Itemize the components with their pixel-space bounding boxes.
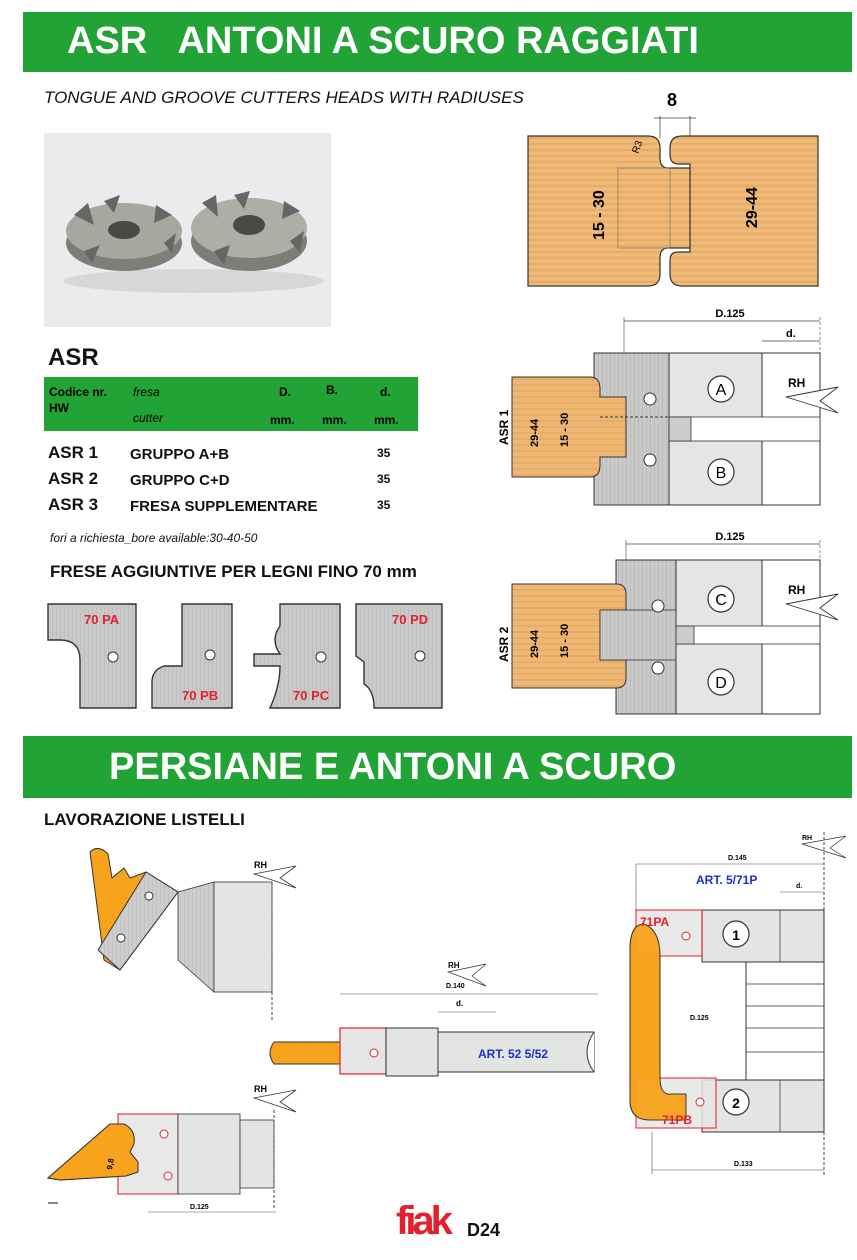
label-71pa: 71PA: [640, 915, 670, 929]
dim-d133: D.133: [734, 1161, 753, 1168]
asr1-d: d.: [786, 328, 796, 340]
slat-drawing-center: [270, 961, 598, 1076]
header-mm-2: mm.: [322, 413, 347, 427]
knife-70pb: [152, 604, 232, 708]
dim-8: 8: [666, 90, 678, 110]
row-desc: GRUPPO C+D: [130, 472, 230, 489]
knife-b-label: B: [715, 465, 727, 482]
asr2-drawing: [490, 528, 850, 718]
slat-drawing-bottomleft: [48, 1084, 296, 1212]
header-mm-3: mm.: [374, 413, 399, 427]
row-desc: GRUPPO A+B: [130, 446, 230, 463]
row-desc: FRESA SUPPLEMENTARE: [130, 498, 318, 515]
row-code: ASR 1: [48, 443, 99, 462]
knife-a-label: A: [715, 382, 727, 399]
table-row: [48, 495, 418, 519]
dim-d-center: d.: [456, 999, 464, 1008]
banner-title: ASR ANTONI A SCURO RAGGIATI: [67, 20, 699, 62]
asr2-dim-a: 29-44: [529, 629, 541, 658]
knife-70pd: [356, 604, 442, 708]
row-d: 35: [377, 446, 391, 460]
circle-2-label: 2: [732, 1095, 740, 1111]
header-fresa: fresa: [133, 385, 160, 399]
asr1-side-label: ASR 1: [497, 409, 511, 445]
dim-15-30: 15 - 30: [591, 190, 608, 240]
tongue-groove-profile: [500, 88, 845, 298]
rh-label-4: RH: [802, 835, 813, 842]
asr2-diameter: D.125: [715, 531, 745, 543]
header-cutter: cutter: [133, 411, 164, 425]
knife-c-label: C: [715, 592, 727, 609]
row-d: 35: [377, 472, 391, 486]
slat-drawing-topleft: [90, 848, 296, 1020]
dim-29-44: 29-44: [744, 187, 761, 228]
additional-knives: [44, 600, 449, 715]
dim-d140: D.140: [446, 983, 465, 990]
page-number: D24: [467, 1220, 501, 1240]
asr-heading: ASR: [48, 344, 99, 371]
dim-r3: R3: [630, 139, 646, 156]
label-71pb: 71PB: [662, 1113, 693, 1127]
bore-note: fori a richiesta_bore available:30-40-50: [50, 531, 258, 545]
row-code: ASR 2: [48, 469, 99, 488]
asr1-drawing: [490, 305, 850, 510]
header-dd: d.: [380, 385, 391, 399]
art-52-label: ART. 52 5/52: [478, 1047, 549, 1061]
asr1-dim-b: 15 - 30: [559, 412, 571, 447]
dim-d125-bottom: D.125: [190, 1204, 209, 1211]
knife-d-label: D: [715, 675, 727, 692]
header-hw: HW: [49, 401, 69, 415]
knife-label: 70 PC: [293, 688, 330, 703]
header-code: Codice nr.: [49, 385, 108, 399]
lavorazione-heading: LAVORAZIONE LISTELLI: [44, 810, 245, 829]
fiak-logo: [396, 1192, 466, 1240]
knife-label: 70 PD: [392, 612, 429, 627]
dim-d125-right: D.125: [690, 1015, 709, 1022]
asr2-rh: RH: [788, 583, 806, 597]
asr1-dim-a: 29-44: [529, 418, 541, 447]
row-code: ASR 3: [48, 495, 99, 514]
dim-9-8: 9,8: [105, 1157, 116, 1171]
art-5-71p-label: ART. 5/71P: [696, 873, 758, 887]
banner2-title: PERSIANE E ANTONI A SCURO: [109, 746, 677, 788]
slat-drawings: [0, 820, 857, 1220]
table-row: [48, 469, 418, 493]
table-row: [48, 443, 418, 467]
table-header: [44, 377, 418, 431]
row-d: 35: [377, 498, 391, 512]
asr2-side-label: ASR 2: [497, 626, 511, 662]
asr1-diameter: D.125: [715, 308, 745, 320]
logo-text: fiak: [396, 1199, 449, 1240]
logo-graphic: [396, 1192, 466, 1240]
header-b: B.: [326, 383, 338, 397]
knife-label: 70 PB: [182, 688, 219, 703]
knife-label: 70 PA: [84, 612, 120, 627]
product-photo: [44, 133, 331, 327]
rh-label-3: RH: [254, 1084, 267, 1094]
subtitle: TONGUE AND GROOVE CUTTERS HEADS WITH RADIUSES: [44, 88, 524, 107]
dim-d145: D.145: [728, 855, 747, 862]
top-banner: [23, 12, 852, 72]
rh-label-2: RH: [448, 961, 460, 970]
header-d: D.: [279, 385, 291, 399]
asr1-rh: RH: [788, 376, 806, 390]
header-mm-1: mm.: [270, 413, 295, 427]
dim-d-right: d.: [796, 883, 803, 890]
rh-label-1: RH: [254, 860, 267, 870]
second-banner: [23, 736, 852, 798]
knife-70pc: [254, 604, 340, 708]
slat-drawing-right: [630, 832, 846, 1176]
knife-70pa: [48, 604, 136, 708]
frese-heading: FRESE AGGIUNTIVE PER LEGNI FINO 70 mm: [50, 562, 417, 581]
asr2-dim-b: 15 - 30: [559, 623, 571, 658]
circle-1-label: 1: [732, 927, 740, 943]
